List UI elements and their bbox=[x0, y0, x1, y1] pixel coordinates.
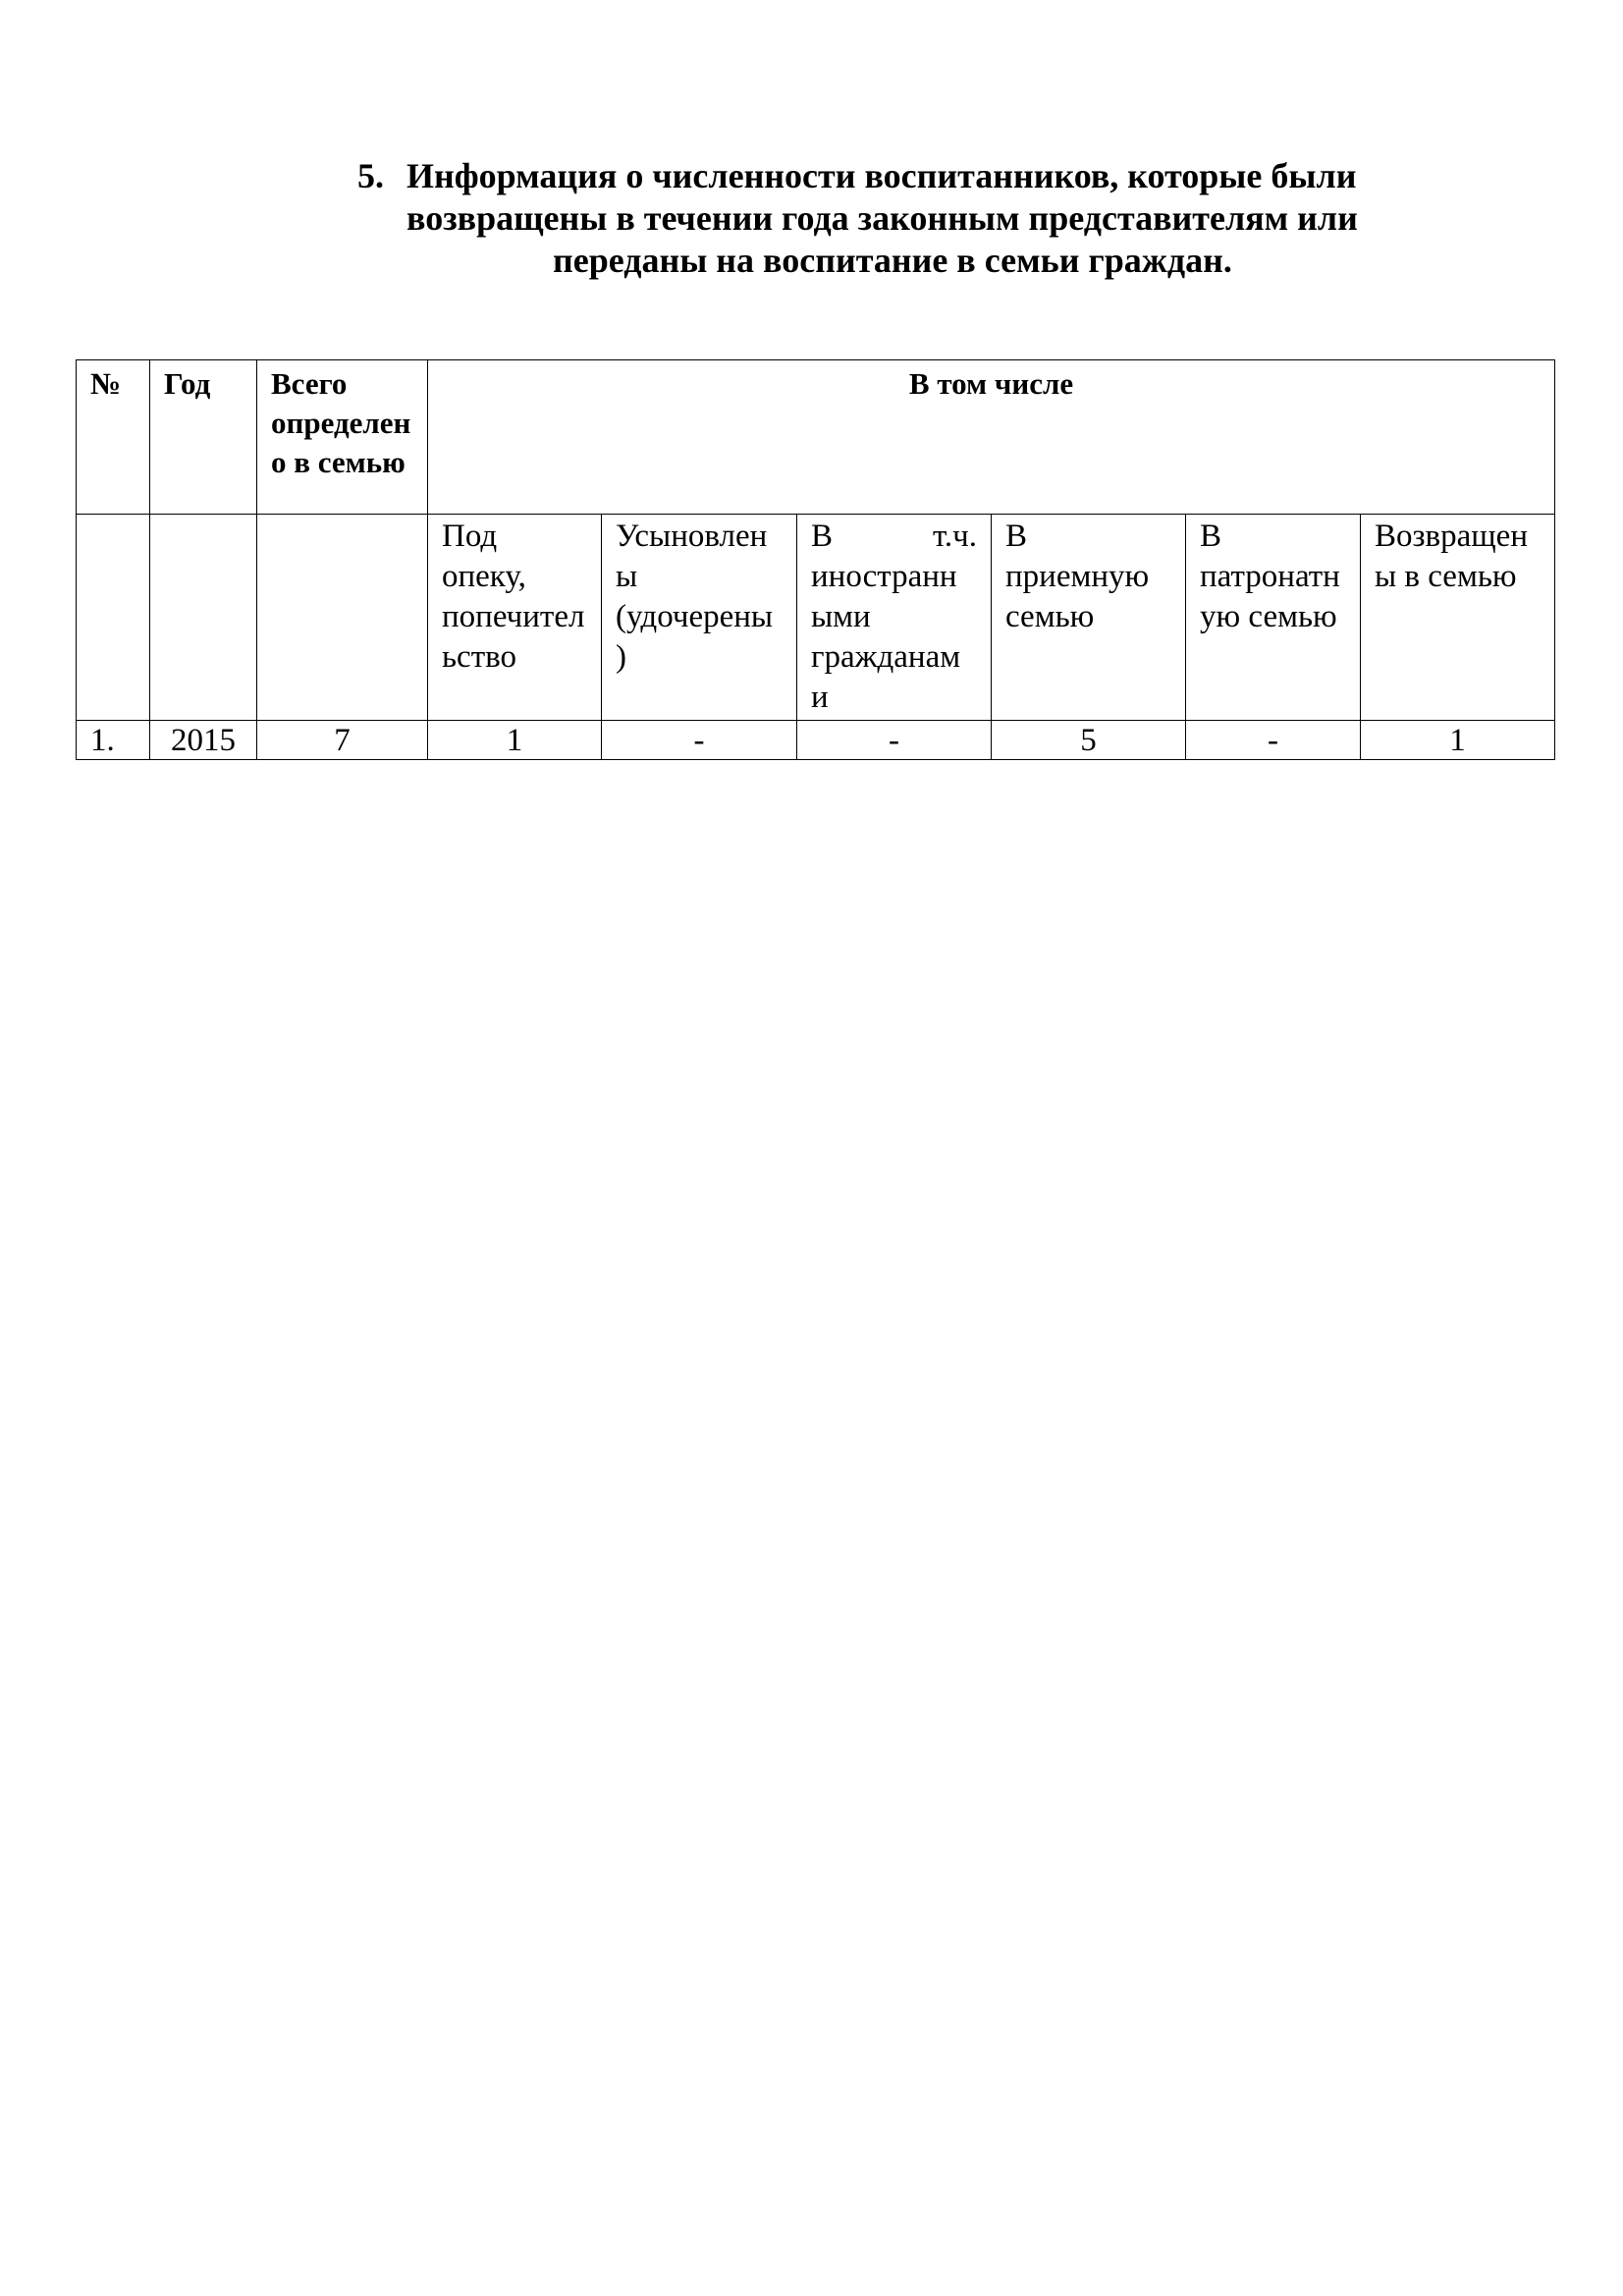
header-total: Всего определено в семью bbox=[257, 360, 428, 515]
subheader-adopted: Усыновлены (удочерены) bbox=[602, 515, 797, 721]
subheader-guardianship: Под опеку, попечительство bbox=[428, 515, 602, 721]
header-year: Год bbox=[150, 360, 257, 515]
cell-foreign: - bbox=[797, 721, 992, 760]
cell-returned: 1 bbox=[1361, 721, 1555, 760]
cell-foster: 5 bbox=[992, 721, 1186, 760]
section-number: 5. bbox=[357, 156, 384, 195]
subheader-empty-total bbox=[257, 515, 428, 721]
cell-total: 7 bbox=[257, 721, 428, 760]
table-row bbox=[77, 721, 1555, 760]
table-header-row bbox=[77, 360, 1555, 515]
heading-text-1: Информация о численности воспитанников, которые были bbox=[406, 156, 1357, 195]
header-including: В том числе bbox=[428, 360, 1555, 515]
placement-table bbox=[76, 359, 1555, 760]
heading-line-3: переданы на воспитание в семьи граждан. bbox=[553, 241, 1232, 280]
header-num: № bbox=[77, 360, 150, 515]
heading-line-1 bbox=[295, 155, 1434, 197]
section-heading bbox=[295, 155, 1434, 282]
subheader-patronage: В патронатную семью bbox=[1186, 515, 1361, 721]
subheader-returned: Возвращены в семью bbox=[1361, 515, 1555, 721]
cell-patronage: - bbox=[1186, 721, 1361, 760]
cell-adopted: - bbox=[602, 721, 797, 760]
subheader-empty-num bbox=[77, 515, 150, 721]
cell-year: 2015 bbox=[150, 721, 257, 760]
heading-line-2: возвращены в течении года законным представителям или bbox=[406, 198, 1358, 238]
subheader-empty-year bbox=[150, 515, 257, 721]
cell-guardianship: 1 bbox=[428, 721, 602, 760]
cell-num: 1. bbox=[77, 721, 150, 760]
subheader-foreign: В т.ч. иностранными гражданами bbox=[797, 515, 992, 721]
subheader-foster: В приемную семью bbox=[992, 515, 1186, 721]
table-subheader-row bbox=[77, 515, 1555, 721]
